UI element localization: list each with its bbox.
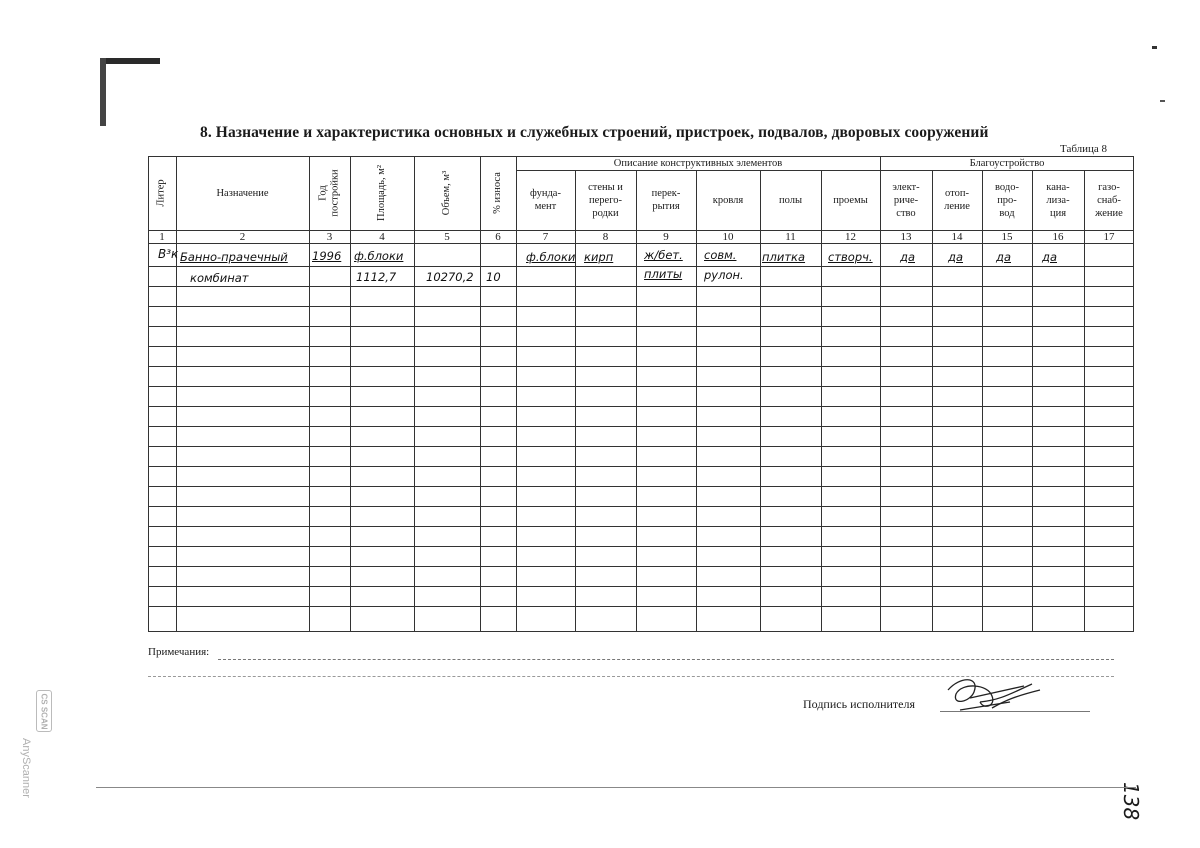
entry-year: 1996 xyxy=(312,249,342,263)
header-water: водо-про-вод xyxy=(995,181,1019,219)
entry-area: 1112,7 xyxy=(356,270,397,284)
header-heating: отоп-ление xyxy=(944,188,970,212)
entry-roof-line2: рулон. xyxy=(704,268,744,282)
scan-edge-shadow-left xyxy=(100,58,106,126)
scan-edge-line xyxy=(96,787,1136,788)
notes-label: Примечания: xyxy=(148,646,210,658)
column-number: 16 xyxy=(1052,231,1064,243)
watermark-text: AnyScanner xyxy=(20,738,32,798)
entry-floors: плитка xyxy=(762,250,806,264)
column-number: 7 xyxy=(542,231,549,243)
header-walls: стены и перего-родки xyxy=(588,181,623,219)
group-header-amenities: Благоустройство xyxy=(969,157,1045,169)
entry-openings: створч. xyxy=(828,250,873,264)
scan-edge-shadow xyxy=(100,58,160,64)
entry-sewer: да xyxy=(1042,250,1057,264)
header-year: Год постройки xyxy=(317,169,341,217)
column-number: 14 xyxy=(951,231,963,243)
characteristics-table xyxy=(148,156,1134,632)
column-number: 2 xyxy=(239,231,246,243)
column-number: 11 xyxy=(785,231,796,243)
column-number: 9 xyxy=(663,231,669,243)
group-header-construction: Описание конструктивных элементов xyxy=(613,157,783,169)
header-floors: полы xyxy=(778,194,803,206)
header-roof: кровля xyxy=(712,194,744,206)
entry-volume: 10270,2 xyxy=(426,270,474,284)
column-number: 5 xyxy=(444,231,450,243)
header-openings: проемы xyxy=(833,194,868,206)
header-volume: Объем, м³ xyxy=(440,170,452,216)
column-number: 1 xyxy=(159,231,165,243)
header-sewer: кана-лиза-ция xyxy=(1046,181,1070,219)
column-number: 17 xyxy=(1103,231,1115,243)
header-purpose: Назначение xyxy=(216,187,269,199)
header-wear: % износа xyxy=(492,172,503,214)
column-number: 6 xyxy=(495,231,501,243)
column-number: 3 xyxy=(326,231,333,243)
entry-water: да xyxy=(996,250,1011,264)
header-floor-slabs: перек-рытия xyxy=(651,188,681,212)
page-number: 138 xyxy=(1119,782,1143,821)
column-number: 8 xyxy=(602,231,609,243)
entry-electricity: да xyxy=(900,250,915,264)
entry-purpose-line1: Банно-прачечный xyxy=(180,250,288,264)
scan-mark xyxy=(1152,46,1157,49)
signature-label: Подпись исполнителя xyxy=(803,697,915,711)
header-liter: Литер xyxy=(156,179,167,207)
column-number: 15 xyxy=(1001,231,1013,243)
entry-area-note: ф.блоки xyxy=(354,249,404,263)
column-number: 10 xyxy=(722,231,734,243)
scanner-logo-icon: CS SCAN xyxy=(36,690,52,732)
header-gas: газо-снаб-жение xyxy=(1095,181,1123,219)
entry-roof-line1: совм. xyxy=(704,248,737,262)
page-title: 8. Назначение и характеристика основных и служебных строений, пристроек, подвалов, дворовых сооружений xyxy=(200,124,989,141)
header-area: Площадь, м² xyxy=(376,165,387,221)
column-number: 13 xyxy=(900,231,912,243)
column-number: 12 xyxy=(845,231,856,243)
column-number: 4 xyxy=(379,231,385,243)
handwritten-signature xyxy=(940,672,1050,716)
entry-wear: 10 xyxy=(486,270,501,284)
entry-foundation: ф.блоки xyxy=(526,250,576,264)
scanner-watermark xyxy=(20,690,70,810)
entry-heating: да xyxy=(948,250,963,264)
header-foundation: фунда-мент xyxy=(530,188,561,212)
entry-purpose-line2: комбинат xyxy=(190,271,249,285)
entry-liter: В³к xyxy=(158,247,179,261)
entry-walls: кирп xyxy=(584,250,614,264)
entry-floor-slabs-line2: плиты xyxy=(644,267,683,281)
table-label: Таблица 8 xyxy=(1060,143,1108,155)
notes-line xyxy=(218,659,1114,660)
entry-floor-slabs-line1: ж/бет. xyxy=(644,248,683,262)
scan-mark xyxy=(1160,100,1165,102)
header-electricity: элект-риче-ство xyxy=(892,181,920,219)
